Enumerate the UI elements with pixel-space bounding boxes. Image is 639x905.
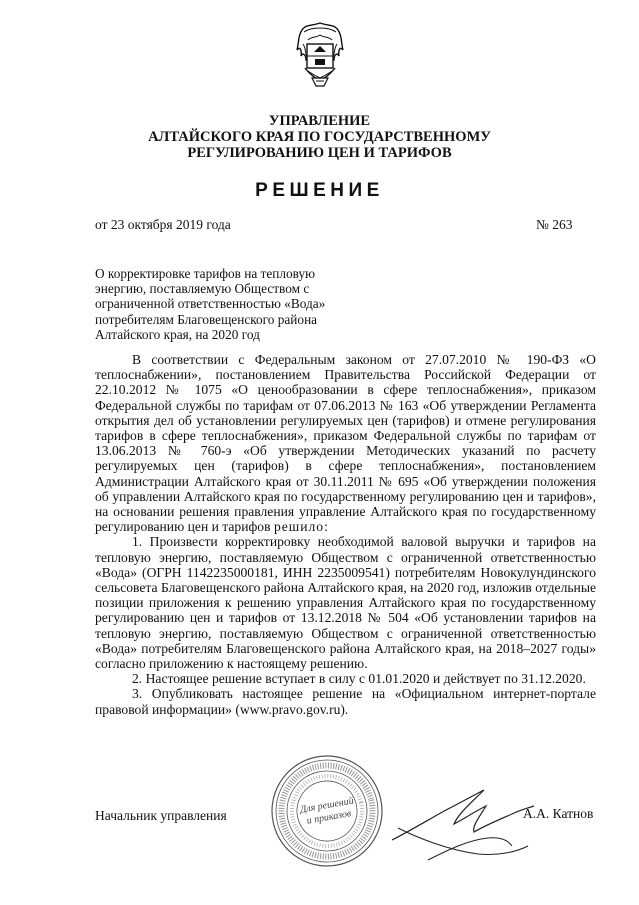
preamble-paragraph bbox=[95, 352, 596, 534]
subject-line: Алтайского края, на 2020 год bbox=[95, 326, 260, 342]
org-name-line-2: АЛТАЙСКОГО КРАЯ ПО ГОСУДАРСТВЕННОМУ bbox=[148, 129, 491, 145]
seal-text: Для решений и приказов bbox=[299, 795, 355, 827]
subject-line: ограниченной ответственностью «Вода» bbox=[95, 296, 326, 312]
subject-line: энергию, поставляемую Обществом с bbox=[95, 281, 310, 297]
decided-word: решило: bbox=[273, 519, 329, 535]
document-date: от 23 октября 2019 года bbox=[95, 217, 231, 232]
document-number: № 263 bbox=[536, 217, 573, 232]
signatory-name: А.А. Катнов bbox=[523, 806, 594, 821]
signatory-position: Начальник управления bbox=[95, 808, 227, 823]
document-title: РЕШЕНИЕ bbox=[255, 180, 384, 201]
handwritten-signature-icon bbox=[388, 780, 538, 870]
subject-line: О корректировке тарифов на тепловую bbox=[95, 266, 316, 281]
item-1-paragraph: 1. Произвести корректировку необходимой валовой выручки и тарифов на тепловую энергию, поставляемую Обществом с ограниченной ответственностью «Вода» (ОГРН 1142235000181, ИНН 2235009541) потребителям Новокулундинского сельсовета Благовещенского района Алтайского края, на 2020 год, изложив отдельные позиции приложения к решению управления Алтайского края по государственному регулированию цен и тарифов от 13.12.2018 № 504 «Об установлении тарифов на тепловую энергию, поставляемую Обществом с ограниченной ответственностью «Вода» потребителям Благовещенского района Алтайского края, на 2018–2027 годы» согласно приложению к настоящему решению. bbox=[95, 534, 596, 672]
preamble-text: В соответствии с Федеральным законом от 27.07.2010 № 190-ФЗ «О теплоснабжении», постановлением Правительства Российской Федерации от 22.10.2012 № 1075 «О ценообразовании в сфере теплоснабжения», приказом Федеральной службы по тарифам от 07.06.2013 № 163 «Об утверждении Регламента открытия дел об установлении регулируемых цен (тарифов) и отмене регулирования тарифов в сфере теплоснабжения», приказом Федеральной службы по тарифам от 13.06.2013 № 760-э «Об утверждении Методических указаний по расчету регулируемых цен (тарифов) в сфере теплоснабжения», постановлением Администрации Алтайского края от 30.11.2011 № 695 «Об утверждении положения об управлении Алтайского края по государственному регулированию цен и тарифов», на основании решения правления управление Алтайского края по государственному регулированию цен и тарифов bbox=[95, 352, 596, 535]
item-3-paragraph: 3. Опубликовать настоящее решение на «Официальном интернет-портале правовой информации» (www.pravo.gov.ru). bbox=[95, 686, 596, 717]
subject-line: потребителям Благовещенского района bbox=[95, 311, 318, 327]
altai-krai-coat-of-arms-icon bbox=[294, 20, 346, 90]
org-name-line-3: РЕГУЛИРОВАНИЮ ЦЕН И ТАРИФОВ bbox=[187, 145, 452, 161]
item-2-paragraph: 2. Настоящее решение вступает в силу с 01.01.2020 и действует по 31.12.2020. bbox=[132, 671, 586, 687]
org-name-line-1: УПРАВЛЕНИЕ bbox=[268, 113, 371, 129]
document-subject bbox=[95, 266, 363, 342]
document-body bbox=[95, 352, 596, 717]
